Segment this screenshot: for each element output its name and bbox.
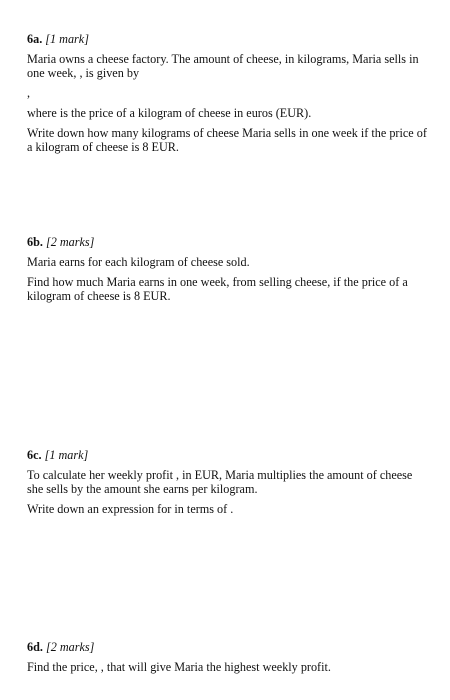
question-6b (27, 235, 427, 309)
question-6a-formula-comma: , (27, 86, 31, 100)
question-6a (27, 32, 427, 160)
question-6d-marks: [2 marks] (45, 640, 95, 654)
question-6a-header (27, 32, 427, 46)
question-6b-task: Find how much Maria earns in one week, from selling cheese, if the price of a kilogram of cheese is 8 EUR. (27, 275, 408, 303)
question-6c-intro: To calculate her weekly profit , in EUR, Maria multiplies the amount of cheese she sells by the amount she earns per kilogram. (27, 468, 413, 496)
question-6a-definition: where is the price of a kilogram of cheese in euros (EUR). (27, 106, 312, 120)
question-6a-marks: [1 mark] (45, 32, 89, 46)
question-6b-intro: Maria earns for each kilogram of cheese sold. (27, 255, 250, 269)
question-6d (27, 640, 427, 680)
question-6c-marks: [1 mark] (44, 448, 89, 462)
question-6b-header (27, 235, 427, 249)
question-6d-header (27, 640, 427, 654)
question-6c-task: Write down an expression for in terms of . (27, 502, 234, 516)
question-6b-marks: [2 marks] (45, 235, 95, 249)
question-6a-number: 6a. (27, 32, 43, 46)
question-6c-header (27, 448, 427, 462)
question-6a-intro: Maria owns a cheese factory. The amount of cheese, in kilograms, Maria sells in one week, , is given by (27, 52, 419, 80)
question-6c-number: 6c. (27, 448, 42, 462)
question-6d-task: Find the price, , that will give Maria the highest weekly profit. (27, 660, 331, 674)
question-6d-number: 6d. (27, 640, 43, 654)
question-6b-number: 6b. (27, 235, 43, 249)
question-6a-task: Write down how many kilograms of cheese Maria sells in one week if the price of a kilogram of cheese is 8 EUR. (27, 126, 427, 154)
question-6c (27, 448, 427, 522)
